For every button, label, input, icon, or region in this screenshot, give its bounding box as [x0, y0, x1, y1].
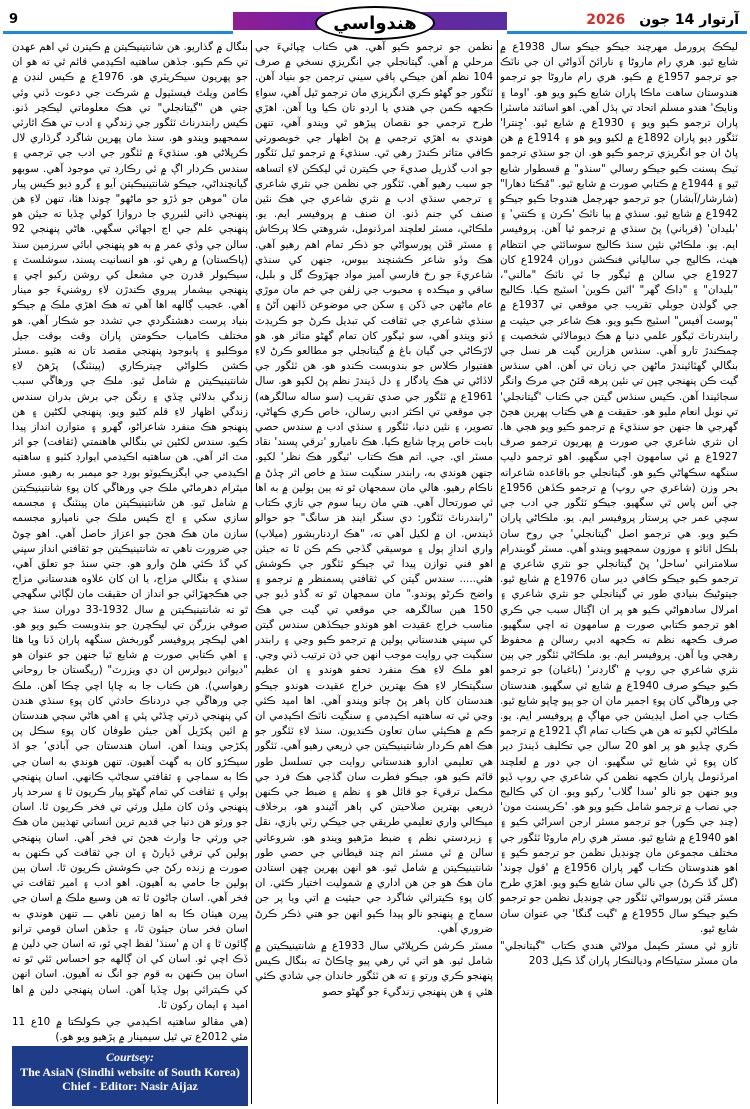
masthead-logo — [315, 6, 435, 40]
page-number-box — [3, 8, 233, 34]
article-paragraph: نظمن جو ترجمو ڪيو آهي. هي ڪتاب ڇپائيءَ جي مرحلي ۾ آهي. گيتانجلي جي انگريزي نسخي ۾ صرف 104 نظم آهن جيڪي ٻاقي سيني ترجمن جو بنياد آهن. ٽئگور جو گهڻو ڪري انگريزي مان ترجمو ٿيل آهي، سواءِ ڪجهه ڪمن جي هندي يا اردو تان ڪيا ويا آهن. اهڙي طرح ترجمي جو نقصان پيڙهو ٿي ويندو آهي، تنهن هوندي به اهڙي ترجمي ۾ پڻ اظهار جي خوبصورتي ڪافي متاثر ڪندڙ رهي ٿي. سنڌيءَ ۾ ترجمو ٿيل ٽئگور جو ادب گذريل صديءَ جي ڪيترن ئي ليکڪن لاءِ اتساهه جو سبب رهيو آهي. ٽئگور جي نظمن جي نثري شاعري ۽ ترجمي سنڌي ادب ۾ نثري شاعري جي هڪ نئين صنف کي جنم ڏنو. ان صنف ۾ پروفيسر ايم. يو. ملڪاڻي، مسٽر لعلچند امرڏنومل، شروهتي ڪلا پرڪاش ۽ مسٽر ڦٽن پورسواڻي جو ذڪر تمام اهم رهيو آهي. هڪ وڏو شاعر ڪشنچند بيوس، جنهن کي سنڌي شاعريءَ جو رخ فارسي آميز مواد جهڙوڪ گل و بلبل، ساقي و ميڪده ۽ محبوب جي زلفن جي خم مان موڙي عام ماڻهن جي ڏکن ۽ سکن جي موضوعن ڏانهن آڻڻ ۽ سنڌي شاعري جي ثقافت کي تبديل ڪرڻ جو ڪريڊٽ ڏنو ويندو آهي، سو ٽيگور کان تمام گهڻو متاثر هو. هو لاڙڪاڻي جي گيان باغ ۾ گيتانجلي جو مطالعو ڪرڻ لاءِ هفتيوار ڪلاس جو بندوبست ڪندو هو. هن ٽئگور جي لاڏاڻي تي هڪ يادگار ۽ دل ڏيندڙ نظم پڻ لکيو هو. سال 1961ع ۾ ٽئگور جي صدي تقريب (سو ساله سالگرهه) جي موقعي تي اڪثر ادبي رسالن، خاص ڪري ڪهاڻي، تصوير، ۽ نئين دنيا، ٽئگور ۽ سنڌي ادب ۾ سندس حصي بابت خاص پرچا شايع ڪيا. هڪ ناميارو 'ترقي پسند' نقاد مسٽر اي. جي. اتم هڪ ڪتاب 'ٽيگور هڪ نظر' لکيو. جنهن هوندي به، رابندر سنگيت سنڌ ۾ خاص اثر ڇڏڻ ۾ ناڪام رهيو. هالي مان سمجهان ٿو ته ٻين ٻولين ۾ به اها ئي صورتحال آهي. هتي مان ريبا سوم جي تازي ڪتاب "رابندرناٿ ٽئگور: دي سنگر اينڊ هز سانگ" جو حوالو ڏيندس. ان ۾ لکيل آهي ته، "هڪ اردناربشور (ميلاپ) واري اندازِ ٻول ۽ موسيقي گڏجي ڪم ڪن ٿا ته جيئن اهو فني توازن پيدا ٿي جيڪو ٽئگور جي ڪوشش هئي..... سندس گيتن کي ثقافتي پسمنظر ۾ ترجمو ۽ واضح ڪرڻو پوندو." مان سمجهان ٿو ته گڏو ڏيو جي 150 هين سالگرهه جي موقعي تي گيت جي هڪ مناسب خراج عقيدت اهو هوندو جيڪڏهن سندس گيتن کي سڀني هندستاني ٻولين ۾ ترجمو ڪيو وڃي ۽ رابندر سنگيت جي روايت موجب انهن جي ڌن ترتيب ڏني وڃي. اهو ملڪ لاءِ هڪ منفرد تحفو هوندو ۽ ان عظيم سنگيتڪار لاءِ هڪ بهترين خراج عقيدت هوندو جيڪو هندستان کان ٻاهر پڻ ڄاتو ويندو آهي. اها اميد ڪئي وڃي ٿي ته ساهتيه اڪيڊمي ۽ سنگيت ناٽڪ اڪيڊمي ان ڪم ۾ هڪٻئي سان تعاون ڪنديون. سنڌ لاءِ ٽئگور جو هڪ اهم ڪردار شانتينيڪيتن جي ذريعي رهيو آهي. ٽئگور هي تعليمي ادارو هندستاني روايت جي تسلسل طور قائم ڪيو هو، جيڪو فطرت سان گڏجي هڪ فرد جي مڪمل ترقيءَ جو قائل هو ۽ نظم ۽ ضبط جي ڪنهن ذريعي بهترين صلاحيتن کي ٻاهر آڻيندو هو، برخلاف ميڪالي واري تعليمي طريقي جي جيڪي رٽي بازي، نقل ۽ زبردستي نظم ۽ ضبط مڙهيو ويندو هو. شروعاتي سالن ۾ ئي مسٽر اتم چند قيطاني جي حصي طور شانتينيڪيتن ۾ شامل ٿيو. هو انهن پهرين ڇهن استادن مان هڪ هو جن هن اداري ۾ شموليت اختيار ڪئي. ان کان پوءِ ڪيترائي شاگرد جي حيثيت ۾ اتي ويا پر جن سماج ۾ پنهنجو نالو پيدا ڪيو انهن جو هتي ذڪر ڪرڻ ضروري آهي. — [255, 41, 493, 935]
column-divider — [251, 40, 252, 1104]
column-divider — [497, 40, 498, 1104]
courtesy-source: The AsiaN (Sindhi website of South Korea) — [20, 1064, 240, 1079]
article-paragraph: تازو ئي مسٽر ڪيمل مولاڻي هندي ڪتاب "گيتانجلي" مان مسٽر ستياڪام وديالنڪار پاران گڏ ڪيل 203 — [500, 939, 738, 968]
courtesy-box — [12, 1046, 248, 1106]
issue-date: آرتوار 14 جون — [639, 11, 739, 28]
article-paragraph: مسٽر ڪرشن ڪرپلاڻي سال 1933ع ۾ شانتينيڪيتن ۾ شامل ٿيو. هو اتي ئي رهي پيو ڇاڪاڻ ته بنگال ڪيس پنهنجو ڪري ورتو ۽ ته هن ٽئگور خاندان جي شادي ڪئي هئي ۽ هن پنهنجي زندگيءَ جو گهڻو حصو — [255, 939, 493, 998]
masthead-logo-text: هندواسي — [333, 12, 417, 34]
date-box — [507, 8, 747, 34]
article-paragraph: بنگال ۾ گذاريو. هن شانتينيڪيتن ۾ ڪيترن ئي اهم عهدن تي ڪم ڪيو. جڏهن ساهتيه اڪيڊمي قائم ٿي ته هو ان جو پهريون سيڪريٽري هو. 1976ع ۾ ڪيس لنڊن ۾ ڪامن ويلٿ فيسٽيول ۾ شرڪت جي دعوت ڏني وئي جتي هن "گيتانجلي" تي هڪ معلوماتي ليڪچر ڏنو. ڪيس رابندرناٿ ٽئگور جي زندگي ۽ ادب تي هڪ اٿارٽي سمجهيو ويندو هو. سنڌ مان پهرين شاگرد گرڌاري لال ڪرپلاڻي هو. سنڌيءَ ۾ ٽئگور جي ادب جي ترجمي ۽ سندس ڪردار اڳ ۾ ئي رڪارڊ تي موجود آهي. سوبهو گيانچنداڻي، جيڪو شانتينيڪيتن آيو ۽ گرو ديو ڪيس پيار مان "موهن جو ڏڙو جو ماڻهو" چوندا هئا، تنهن لاءِ هن پنهنجي ذاتي لئبررِي جا دروازا کولي ڇڏيا ته جيئن هو پنهنجي علم جي اڃ اجهائي سگهي. هاڻي پنهنجي 92 سالن جي وڏي عمر ۾ به هو پنهنجي ابائي سرزمين سنڌ (پاڪستان) ۾ رهي ٿو. هو انسانيت پسند، سوشلسٽ ۽ سيڪيولر قدرن جي مشعل کي روشن رکيو اچي ۽ پنهنجي بيشمار پيروي ڪندڙن لاءِ روشنيءَ جو مينار آهي. عجيب ڳالهه اها آهي ته هڪ اهڙي ملڪ ۾ جيڪو بنياد پرست دهشتگردي جي تشدد جو شڪار آهي. هو مختلف ڪامياب حڪومتن پاران وقت بوقت جيل موڪليو ۽ پابوجود پنهنجي مقصد تان نه هٽيو .مسٽر ڪشن ڪلواڻي چيترڪاري (پينٽنگ) پڙهڻ لاءِ شانتينيڪيتن ۾ شامل ٿيو. ملڪ جي ورهاڱي سبب زندگي بدلائي ڇڏي ۽ رنگن جي برش بدران سندس زندگي اظهار لاءِ قلم کڻيو ويو. پنهنجي لکڻين ۽ هن پنهنجو هڪ منفرد شاعراڻو، گهرو ۽ متوازن انداز پيدا ڪيو. سندس لکڻين تي بنگالي هاهنمتي (ثقافت) جو اثر مٽ اٿر آهي. هن ساهتيه اڪيڊمي ايوارڊ کٽيو ۽ ساهتيه اڪيڊمي جي ايگزيڪيوٽو بورڊ جو ميمبر به رهيو. مسٽر ميٿرام دهرماڻي ملڪ جي ورهاڱي کان پوءِ شانتينيڪيتن ۾ شامل ٿيو. هن شانتينيڪيتن مان پينٽنگ ۽ مجسمه سازي سکي ۽ اڄ ڪيس ملڪ جي ناميارو مجسمه سازن مان هڪ هجڻ جو اعزاز حاصل آهي. اهو چوڻ جي ضرورت ناهي ته شانتينيڪيتن جو ثقافتي انداز سڀني کي گڏ ڪئي هلڻ وارو هو. جتي سنڌ جو تعلق آهي، سنڌي ۽ بنگالي مزاج، يا ان کان علاوه هندستاني مزاج جي هڪجهڙائي جو انداز ان حقيقت مان لڳائي سگهجي ٿو ته شانتينيڪيتن ۾ سال 1932-33 دوران سنڌ جي صوفي بزرگن تي ليڪچرن جو بندوبست ڪيو ويو هو. اهي ليڪچر پروفيسر گوربخش سنگهه پاران ڏنا ويا هئا ۽ اهي ڪتابي صورت ۾ شايع ٿيا جنهن جو عنوان هو "ديوانن ديولرس ان دي ويزرٽ" (ريگستان جا روحاني رهواسي). هن ڪتاب جا به ڇاپا اچي چڪا آهن. ملڪ جي ورهاڱي جي دردناڪ حادثي کان پوءِ سنڌي هندن کي پنهنجي ڌرتي ڇڏڻي پئي ۽ اهي هاڻي سڄي هندستان ۾ ائين پکڙيل آهن جيئن طوفان کان پوءِ سڪل پن پکڙجي ويندا آهن. اسان هندستان جي آبادي‘ جو اڌ سيڪڙو کان به گهٽ آهيون. تنهن هوندي به اسان جي ڪا به سماجي ۽ ثقافتي سڃاڻپ ڪانهي. اسان پنهنجي ٻولي ۽ ثقافت کي تمام گهڻو پيار ڪريون ٿا ۽ سرحد پار پنهنجي وڏن کان مليل ورثي تي فخر ڪريون ٿا. اسان جو ورثو هن دنيا جي قديم ترين انساني تهذيبن مان هڪ جي ورثي جا وارث هجڻ تي فخر آهي. اسان پنهنجي ٻولين کي ترقي ڏيارڻ ۽ ان جي ثقافت کي ڪنهن به صورت ۾ زنده رکڻ جي ڪوشش ڪريون ٿا. اسان ٻين ٻولين جا حامي به آهيون. اهو ادب ۽ امير ثقافت تي فخر آهي. اسان ڄاڻون ٿا ته هن وسيع ملڪ ۾ اسان جي پيرن هيٺان ڪا به اها زمين ناهي ـــ تنهن هوندي به اسان فخر سان جيئون ٿا، ۽ جڏهن اسان قومي ترانو ڳائون ٿا ۽ ان ۾ 'سنڌ' لفظ اچي ٿو، ته اسان جي دلين ۾ ڏڪ اچي ٿو. اسان کي ان ڳالهه جو احساس ٿئي ٿو ته اسان ٻين ڪنهن به قوم جو انگ نه آهيون. اسان انهن کي ڪيترائي ٻول ڇڏيا آهن. اسان پنهنجي دلين ۾ اها اميد ۽ ايمان رکون ٿا. — [12, 41, 248, 1011]
article-footnote: (هي مقالو ساهتيه اڪيڊمي جي ڪولڪتا ۾ 10ع 11 مئي 2012ع تي ٿيل سيمينار ۾ پڙهيو ويو هو.) — [12, 1016, 248, 1044]
courtesy-editor: Chief - Editor: Nasir Aijaz — [62, 1079, 198, 1093]
page-header — [3, 8, 747, 34]
article-column-middle — [255, 40, 493, 1104]
article-paragraph: ليڪڪ پرورمل مهرچند جيڪو جيڪو سال 1938ع ۾ شايع ٿيو. هري رام ماروڻا ۽ نارائڻ آڏواڻي ان جي ناٽڪ جو ترجمو 1957ع ۾ ڪيو. هري رام ماروڻا جو ترجمو هندوستان ساهت ماڪا پاران شايع ڪيو ويو هو. 'اوما ۽ ونايڪ' هندو مسلم اتحاد تي ٻڌل آهي. اهو اسائند ماسٽرا پاران ترجمو ڪيو ويو ۽ 1930ع ۾ شايع ٿيو. 'جِنترا' ٽئگور ڊيو پاران 1892ع ۾ لکيو ويو هو ۽ 1914ع ۾ هن پاڻ ان جو انگريزي ترجمو ڪيو هو. ان جو سنڌي ترجمو ٽيڪ ٻسنت ڪيو جيڪو رسالي "سنڌو" ۾ قسطوار شايع ٿيو ۽ 1944ع ۾ ڪتابي صورت ۾ شايع ٿيو. "مُڪتا دهارا" (شارشار/آبشار) جو ترجمو جهرڄمل هندوجا ڪيو جيڪو 1942ع ۾ شايع ٿيو. سنڌي ۾ ٻيا ناٽڪ 'ڪرن ۽ ڪنتي' ۽ 'بليدان' (قرباني) پڻ سنڌي ۾ ترجمو ٿيا آهن. پروفيسر ايم. يو. ملڪاڻي نئين سنڌ ڪاليج سوسائٽي جي انتظام هيٺ، ڪاليج جي سالياني فنڪشن دوران 1924ع کان 1927ع جي سالن ۾ ٽيگور جا ٽي ناٽڪ "مالني"، "بليدان" ۽ "ڊاڪ گهر" 'ائين ڪوين' اسٽيج ڪيا. ڪاليج جي گولڊن جوبلي تقريب جي موقعي تي 1937ع ۾ "پوسٽ آفيس" اسٽيج ڪيو ويو. هڪ شاعر جي حيثيت ۾ رابندرناٿ ٽيگور علمي دنيا ۾ هڪ ديومالائي شخصيت ۽ چمڪندڙ تارو آهي. سنڌس هزارين گيت هر نسل جي بنگالي گهٽائيندڙ ماڻهن جي زبان تي آهن. اهي سنڌس گيت ڪن پنهنجي چپن تي نئين پرهه ڦٽڻ جي مرڪ وانگر سجائيندا آهن. ڪيس سنڌس گيتن جي ڪتاب 'گيتانجلي' تي نوبل انعام مليو هو. حقيقت ۾ هي ڪتاب پهرين هجڻ گهرجي ها جنهن جو سنڌيءَ ۾ ترجمو ڪيو ويو هجي ها. ان نثري شاعري جي صورت ۾ پهريون ترجمو صرف 1927ع ۾ ئي سامهون اچي سگهيو. اهو ترجمو دليپ سنگهه سڪهاڻي ڪيو هو. گيتانجلي جو باقاعده شاعرانه بحر وزن (شاعري جي روپ) ۾ ترجمو ڪڏهن 1956ع جي آس پاس ٿي سگهيو. جيڪو ٽئگور جي ادب جي سچي عمر جي پرستار پروفيسر ايم. يو. ملڪاڻي پاران ڪيو ويو. هي ترجمو اصل 'گيتانجلي' جي روح سان بلڪل اٺائو ۽ موزون سمجهيو ويندو آهي. مسٽر گوبندرام سلامتراني 'ساحل' پڻ گيتانجلي جو نثري شاعري ۾ ترجمو ڪيو جيڪو ڪافي دير سان 1976ع ۾ شايع ٿيو. جيتوڻيڪ بنيادي طور تي گيتانجلي جو نثري شاعري ۽ امرلال سادهواڻي ڪيو هو پر ان اڳتال سبب جي ڪري اهو ترجمو ڪتابي صورت ۾ سامهون نه اچي سگهيو. صرف ڪجهه نظم نه ڪجهه ادبي رسالن ۾ محفوظ رهجي ويا آهن. پروفيسر ايم. يو. ملڪاڻي ٽئگور جي ٻين نثري شاعري جي روپ ۾ 'گارڊنر' (باغبان) جو ترجمو ڪيو جيڪو صرف 1940ع ۾ شايع ٿي سگهيو. هندستان جي ورهاڱي کان پوءِ اجمير مان ان جو ٻيو ڇاپو شايع ٿيو. ڪتاب جي اصل ايڊيشن جي مهاڳ ۾ پروفيسر ايم. يو. ملڪاڻي لکيو ته هن هي ڪتاب تمام اڳ 1921ع ۾ ترجمو ڪري ڇڏيو هو پر اهو 20 سالن جي تڪليف ڏيندڙ دير کان پوءِ ئي شايع ٿي سگهيو. ان جي دور ۾ لعلچند امرڏنومل پاران ڪجهه نظمن کي شاعري جي روپ ڏيو ويو جنهن جو نالو 'سدا گلاب' رکيو ويو. ان کي ڪاليج جي نصاب ۾ ترجمو شامل ڪيو ويو هو. 'ڪريسنٽ مون' (چنڊ جي ڪور) جو ترجمو مسٽر ارجن اسراڻي ڪيو ۽ اهو 1940ع ۾ شايع ٿيو. مسٽر هري رام ماروڻا ٽئگور جي مختلف مجموعن مان چونڊيل نظمن جو ترجمو ڪيو ۽ اهو هندوستان ڪتاب گهر پاران 1956ع ۾ 'قول چوند' (گل گڏ ڪرڻ) جي نالي سان شايع ڪيو ويو. اهڙي طرح مسٽر ڦٽن پورسواڻي ٽئگور جي چونڊيل نظمن جو ترجمو ڪيو جيڪو سال 1955ع ۾ 'گيت گنگا' جي عنوان سان شايع ٿيو. — [500, 41, 738, 935]
article-column-right — [500, 40, 738, 1104]
issue-year: 2026 — [586, 11, 626, 28]
courtesy-title: Courtsey: — [106, 1050, 154, 1064]
article-column-left — [12, 40, 248, 1045]
page-number: 9 — [9, 12, 19, 27]
